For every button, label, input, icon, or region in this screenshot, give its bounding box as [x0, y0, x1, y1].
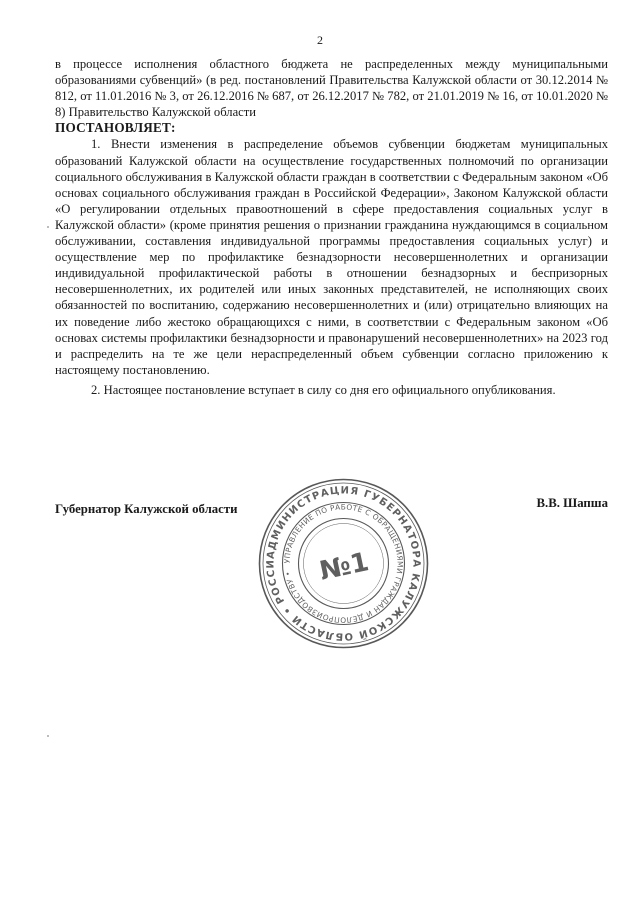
page-number: 2	[317, 33, 323, 47]
signatory-title: Губернатор Калужской области	[55, 502, 238, 516]
document-body	[55, 56, 608, 398]
intro-paragraph: в процессе исполнения областного бюджета не распределенных между муниципальными образованиями субвенций» (в ред. постановлений Правительства Калужской области от 30.12.2014 № 812, от 11.01.2016 № 3, от 26.12.2016 № 687, от 26.12.2017 № 782, от 21.01.2019 № 16, от 10.01.2020 № 8) Правительство Калужской области	[55, 57, 608, 120]
stamp-outer-text: АДМИНИСТРАЦИЯ ГУБЕРНАТОРА КАЛУЖСКОЙ ОБЛАСТИ • РОССИ	[265, 485, 422, 642]
stamp-inner-text: УПРАВЛЕНИЕ ПО РАБОТЕ С ОБРАЩЕНИЯМИ ГРАЖДАН И ДЕЛОПРОИЗВОДСТВУ •	[282, 502, 405, 625]
signatory-name: В.В. Шапша	[536, 496, 608, 510]
paragraph-1: 1. Внести изменения в распределение объемов субвенции бюджетам муниципальных образований Калужской области на осуществление государственных полномочий по организации социального обслуживания в Калужской области граждан в соответствии с Федеральным законом «Об основах социального обслуживания граждан в Российской Федерации», Законом Калужской области «О регулировании отдельных правоотношений в сфере предоставления социальных услуг в Калужской области» (кроме принятия решения о признании гражданина нуждающимся в социальном обслуживании, составления индивидуальной программы предоставления социальных услуг) и осуществление мер по профилактике безнадзорности несовершеннолетних и организации индивидуальной профилактической работы в отношении безнадзорных и беспризорных несовершеннолетних, их родителей или иных законных представителей, не исполняющих своих обязанностей по воспитанию, содержанию несовершеннолетних и (или) отрицательно влияющих на их поведение либо жестоко обращающихся с ними, в соответствии с Федеральным законом «Об основах системы профилактики безнадзорности и правонарушений несовершеннолетних» на 2023 год и распределить на те же цели нераспределенный объем субвенции согласно приложению к настоящему постановлению.	[55, 137, 608, 377]
scan-edge-mark	[47, 735, 49, 737]
official-stamp	[256, 476, 431, 651]
paragraph-2: 2. Настоящее постановление вступает в силу со дня его официального опубликования.	[91, 382, 556, 397]
scan-edge-mark	[47, 226, 49, 228]
decree-heading: ПОСТАНОВЛЯЕТ:	[55, 120, 176, 136]
stamp-number: №1	[316, 547, 372, 587]
stamp-seal-icon	[256, 476, 431, 651]
